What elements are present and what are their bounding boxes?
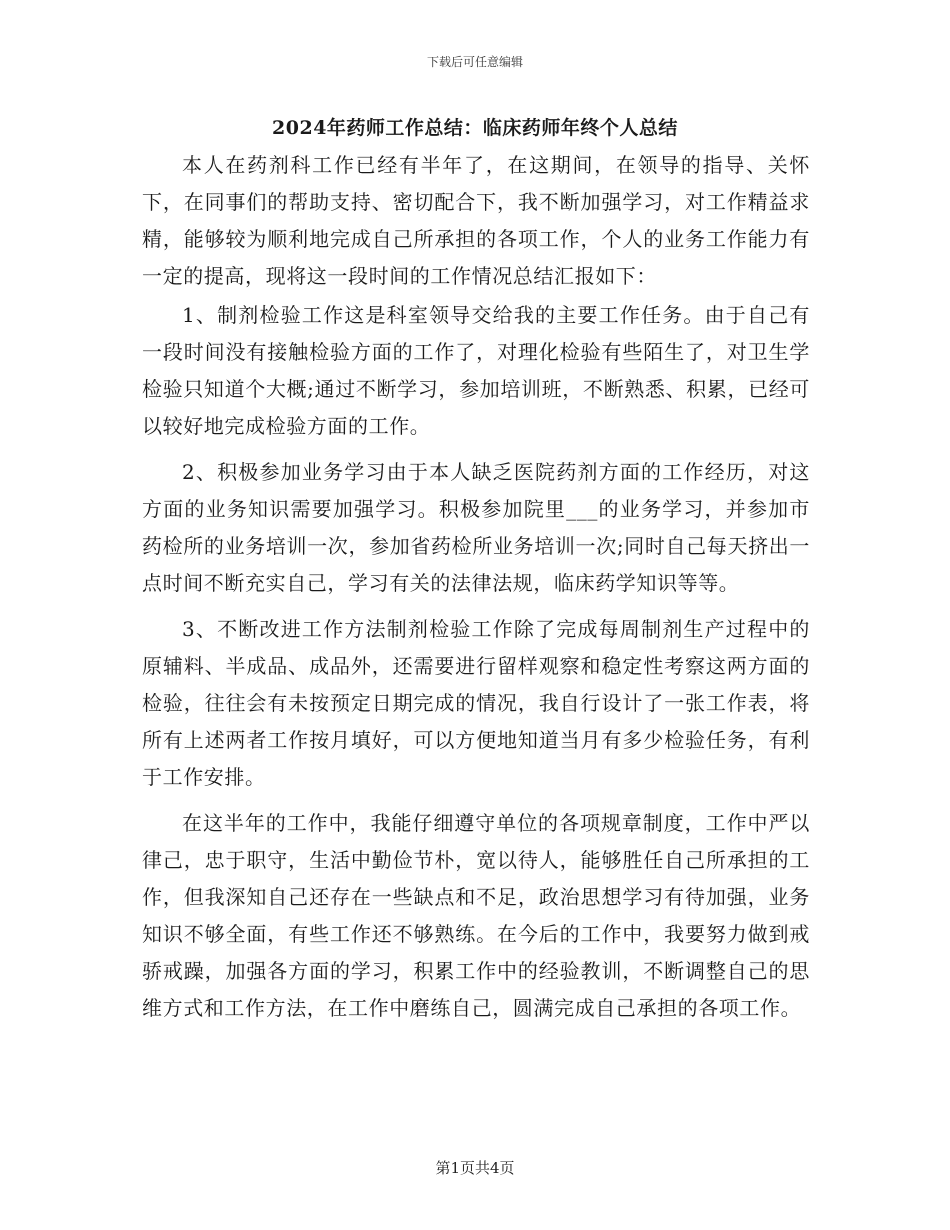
page-number: 第1页共4页 [435, 1159, 515, 1177]
document-body [142, 147, 810, 1027]
document-title: 2024年药师工作总结：临床药师年终个人总结 [272, 117, 678, 139]
page-header-note: 下载后可任意编辑 [426, 55, 523, 69]
paragraph-item-1: 1、制剂检验工作这是科室领导交给我的主要工作任务。由于自己有一段时间没有接触检验方面的工作了，对理化检验有些陌生了，对卫生学检验只知道个大概;通过不断学习，参加培训班，不断熟悉、积累，已经可以较好地完成检验方面的工作。 [142, 303, 810, 438]
paragraph-item-2: 2、积极参加业务学习由于本人缺乏医院药剂方面的工作经历，对这方面的业务知识需要加强学习。积极参加院里___的业务学习，并参加市药检所的业务培训一次，参加省药检所业务培训一次;同时自己每天挤出一点时间不断充实自己，学习有关的法律法规，临床药学知识等等。 [142, 460, 810, 595]
paragraph-item-3: 3、不断改进工作方法制剂检验工作除了完成每周制剂生产过程中的原辅料、半成品、成品外，还需要进行留样观察和稳定性考察这两方面的检验，往往会有未按预定日期完成的情况，我自行设计了一张工作表，将所有上述两者工作按月填好，可以方便地知道当月有多少检验任务，有利于工作安排。 [142, 617, 810, 789]
paragraph-intro: 本人在药剂科工作已经有半年了，在这期间，在领导的指导、关怀下，在同事们的帮助支持、密切配合下，我不断加强学习，对工作精益求精，能够较为顺利地完成自己所承担的各项工作，个人的业务工作能力有一定的提高，现将这一段时间的工作情况总结汇报如下： [142, 153, 810, 288]
paragraph-conclusion: 在这半年的工作中，我能仔细遵守单位的各项规章制度，工作中严以律己，忠于职守，生活中勤俭节朴，宽以待人，能够胜任自己所承担的工作，但我深知自己还存在一些缺点和不足，政治思想学习有待加强，业务知识不够全面，有些工作还不够熟练。在今后的工作中，我要努力做到戒骄戒躁，加强各方面的学习，积累工作中的经验教训，不断调整自己的思维方式和工作方法，在工作中磨练自己，圆满完成自己承担的各项工作。 [142, 811, 810, 1020]
